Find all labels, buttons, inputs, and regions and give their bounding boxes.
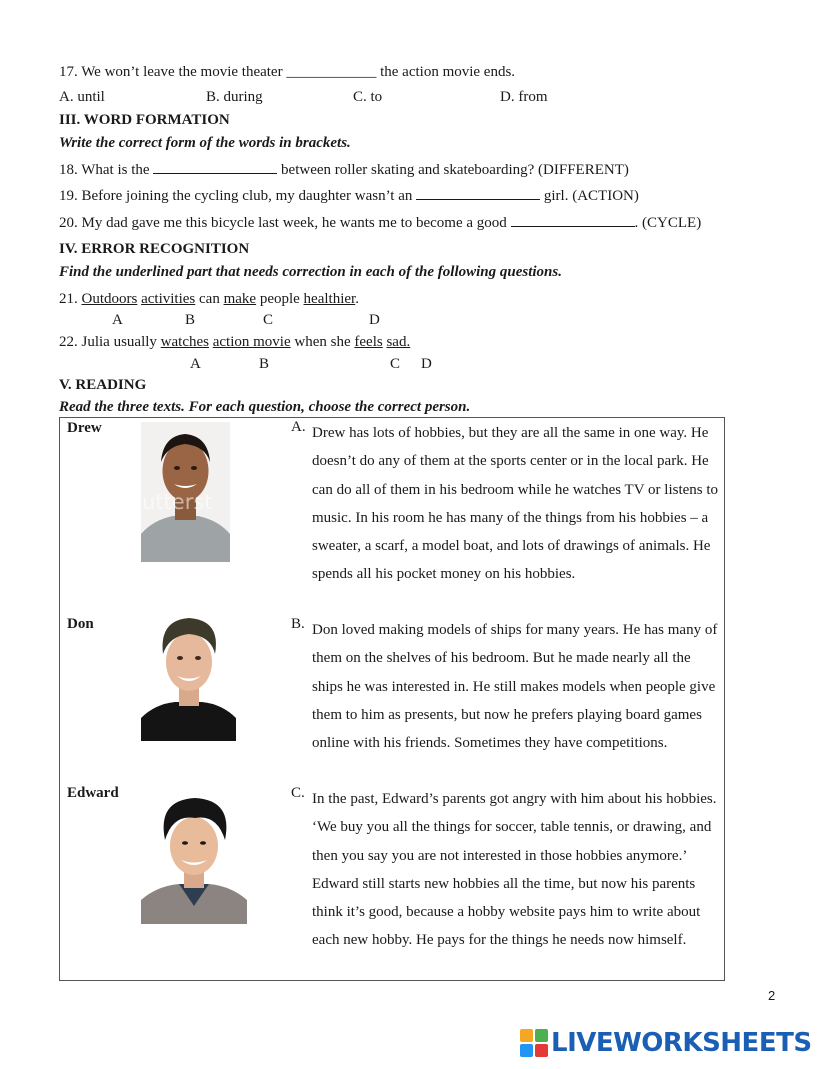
q22-text: 22. Julia usually [59,334,161,350]
q21-part-d[interactable]: healthier [303,291,356,307]
section-4-instruction: Find the underlined part that needs correction in each of the following questions. [59,264,562,280]
section-5-heading: V. READING [59,377,147,393]
photo-drew [141,422,230,562]
q19-text-after: girl. (ACTION) [540,188,639,204]
q17-option-c[interactable]: C. to [353,89,383,105]
q22-letter-b: B [259,356,270,372]
question-19 [59,187,639,205]
q21-letter-d: D [369,312,380,328]
q22-part-d[interactable]: sad. [386,334,411,350]
question-18 [59,161,629,179]
q22-part-b[interactable]: action movie [212,334,291,350]
q20-text-before: 20. My dad gave me this bicycle last week, he wants me to become a good [59,215,511,231]
q17-option-a[interactable]: A. until [59,89,105,105]
logo-text: LIVEWORKSHEETS [551,1028,812,1058]
person-name-edward: Edward [67,785,119,801]
q22-letters [59,355,459,373]
q21-letter-a: A [112,312,123,328]
q21-number: 21. [59,291,82,307]
q21-letter-b: B [185,312,196,328]
q22-letter-a: A [190,356,201,372]
paragraph-a-text: Drew has lots of hobbies, but they are all the same in one way. He doesn’t do any of them at the sports center or in the local park. He can do all of them in his bedroom while he watches TV or listens to music. In his room he has many of the things from his hobbies – a sweater, a scarf, a model boat, and lots of drawings of animals. He spends all his pocket money on his hobbies. [312,425,719,583]
q17-option-b[interactable]: B. during [206,89,263,105]
q22-part-a[interactable]: watches [160,334,209,350]
q22-letter-d: D [421,356,432,372]
question-17 [59,63,515,81]
question-20 [59,214,701,232]
section-3-instruction: Write the correct form of the words in brackets. [59,135,351,151]
paragraph-b [291,616,721,757]
q22-text: when she [290,334,355,350]
liveworksheets-logo[interactable] [520,1028,812,1058]
section-5-instruction: Read the three texts. For each question, choose the correct person. [59,399,471,415]
q20-text-after: . (CYCLE) [634,215,702,231]
q21-letters [59,311,459,329]
q17-option-d[interactable]: D. from [500,89,548,105]
q21-part-c[interactable]: make [223,291,257,307]
paragraph-c-label: C. [291,785,305,801]
person-name-don: Don [67,616,94,632]
section-3-heading: III. WORD FORMATION [59,112,230,128]
paragraph-c-text: In the past, Edward’s parents got angry with him about his hobbies. ‘We buy you all the things for soccer, table tennis, or drawing, and then you say you are not interested in those hobbies anymore.’ Edward still starts new hobbies all the time, but now his parents think it’s good, because a hobby website pays him to write about each new hobby. He pays for the things he needs now himself. [312,791,717,949]
q17-text-before: 17. We won’t leave the movie theater [59,64,287,80]
paragraph-a-label: A. [291,419,306,435]
paragraph-a [291,419,721,589]
q21-text: . [355,291,359,307]
q17-text-after: the action movie ends. [376,64,516,80]
q18-text-before: 18. What is the [59,162,154,178]
q19-text-before: 19. Before joining the cycling club, my daughter wasn’t an [59,188,417,204]
q18-text-after: between roller skating and skateboarding? (DIFFERENT) [277,162,629,178]
q17-options [59,88,579,106]
q22-part-c[interactable]: feels [354,334,383,350]
q19-blank[interactable] [416,187,540,200]
photo-don [141,614,236,741]
q20-blank[interactable] [511,214,635,227]
person-name-drew: Drew [67,420,102,436]
q21-part-b[interactable]: activities [141,291,196,307]
logo-mark-icon [520,1029,548,1057]
q21-text: people [256,291,304,307]
q17-blank[interactable]: ____________ [286,64,377,80]
reading-table [59,417,725,981]
q21-part-a[interactable]: Outdoors [81,291,138,307]
watermark-text: utterst [142,490,213,514]
paragraph-c [291,785,721,955]
photo-edward [141,796,247,924]
question-21 [59,290,359,308]
q21-text: can [195,291,224,307]
question-22 [59,333,410,351]
paragraph-b-label: B. [291,616,305,632]
q21-letter-c: C [263,312,274,328]
page-number: 2 [768,988,776,1003]
q18-blank[interactable] [153,161,277,174]
section-4-heading: IV. ERROR RECOGNITION [59,241,250,257]
paragraph-b-text: Don loved making models of ships for many years. He has many of them on the shelves of his bedroom. But he made nearly all the ships he was interested in. He still makes models when people give them to him as presents, but now he prefers playing board games online with his friends. Sometimes they have competitions. [312,622,718,752]
q22-letter-c: C [390,356,401,372]
